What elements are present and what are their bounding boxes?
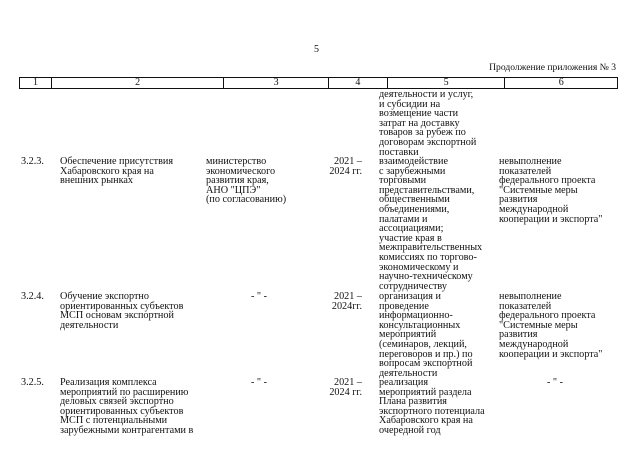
text-line: МСП с потенциальными [60, 415, 168, 427]
text-line: - " - [546, 377, 564, 388]
text-line: зарубежными контрагентами в [60, 424, 194, 436]
column-header-3: 3 [224, 78, 329, 88]
text-line: международной [499, 338, 569, 350]
text-line: с зарубежными [379, 165, 446, 177]
row-number: 3.2.5. [21, 377, 44, 388]
text-line: 2021 – [333, 156, 362, 167]
text-line: возмещение части [379, 108, 459, 120]
text-line: сотрудничеству [379, 280, 447, 292]
text-line: невыполнение [499, 156, 562, 167]
text-line: представительствами, [379, 184, 475, 196]
text-line: деятельности [379, 367, 438, 379]
text-line: - " - [250, 377, 268, 388]
text-line: мероприятий раздела [379, 386, 472, 398]
text-line: информационно- [379, 310, 453, 322]
measure-name [60, 157, 173, 186]
column-header-4: 4 [329, 78, 388, 88]
column-header-5: 5 [388, 78, 506, 88]
text-line: взаимодействие [379, 156, 448, 167]
text-line: объединениями, [379, 203, 450, 215]
measure-name [60, 378, 193, 436]
text-line: (семинаров, лекций, [379, 338, 467, 350]
text-line: договорам экспортной [379, 136, 477, 148]
text-line: поставки [379, 146, 419, 158]
column-header-2: 2 [52, 78, 224, 88]
period [316, 157, 362, 176]
text-line: экономического [206, 165, 276, 177]
text-line: невыполнение [499, 291, 562, 302]
text-line: развития [499, 329, 538, 341]
text-line: товаров за рубеж по [379, 127, 466, 139]
text-line: Реализация комплекса [60, 377, 157, 388]
carryover-result-text [379, 90, 476, 157]
continuation-label: Продолжение приложения № 3 [489, 62, 616, 73]
text-line: показателей [499, 165, 552, 177]
text-line: внешних рынках [60, 175, 133, 187]
page-number: 5 [314, 44, 319, 55]
executor [206, 292, 312, 302]
text-line: - " - [250, 291, 268, 302]
text-line: межправительственных [379, 242, 483, 254]
expected-result [379, 378, 485, 436]
column-header-6: 6 [558, 77, 564, 89]
executor [206, 378, 312, 388]
measure-name [60, 292, 183, 330]
period [316, 378, 362, 397]
text-line: международной [499, 203, 569, 215]
text-line: 2024гг. [331, 300, 362, 312]
text-line: показателей [499, 300, 552, 312]
text-line: Хабаровского края на [379, 415, 473, 427]
text-line: 2021 – [333, 377, 362, 388]
text-line: деятельности [60, 319, 119, 331]
text-line: деловых связей экспортно [60, 396, 174, 408]
text-line: деятельности и услуг, [379, 89, 474, 100]
text-line: кооперации и экспорта" [499, 348, 603, 360]
text-line: Обучение экспортно [60, 291, 149, 302]
text-line: кооперации и экспорта" [499, 213, 603, 225]
text-line: ориентированных субъектов [60, 405, 184, 417]
text-line: организация и [379, 291, 441, 302]
row-number: 3.2.4. [21, 291, 44, 302]
text-line: участие края в [379, 232, 442, 244]
text-line: и субсидии на [379, 98, 441, 110]
text-line: реализация [379, 377, 429, 388]
text-line: Хабаровского края на [60, 165, 154, 177]
text-line: палатами и [379, 213, 428, 225]
consequence [499, 378, 611, 388]
text-line: ориентированных субъектов [60, 300, 184, 312]
text-line: развития [499, 194, 538, 206]
text-line: экономическому и [379, 261, 459, 273]
text-line: "Системные меры [499, 319, 578, 331]
text-line: торговыми [379, 175, 427, 187]
expected-result [379, 292, 473, 378]
text-line: 2024 гг. [329, 386, 362, 398]
text-line: общественными [379, 194, 450, 206]
text-line: затрат на доставку [379, 117, 460, 129]
text-line: мероприятий по расширению [60, 386, 189, 398]
text-line: очередной год [379, 424, 441, 436]
column-header-1: 1 [20, 78, 52, 88]
text-line: мероприятий [379, 329, 437, 341]
text-line: комиссиях по торгово- [379, 251, 477, 263]
text-line: проведение [379, 300, 429, 312]
text-line: АНО "ЦПЭ" [206, 184, 261, 196]
text-line: 2024 гг. [329, 165, 362, 177]
text-line: (по согласованию) [206, 194, 287, 206]
text-line: Плана развития [379, 396, 447, 408]
executor [206, 157, 286, 205]
consequence [499, 157, 602, 224]
consequence [499, 292, 602, 359]
text-line: вопросам экспортной [379, 358, 473, 370]
text-line: министерство [206, 156, 267, 167]
text-line: переговоров и пр.) по [379, 348, 473, 360]
text-line: федерального проекта [499, 175, 596, 187]
text-line: 2021 – [333, 291, 362, 302]
table-header-row [19, 77, 618, 89]
text-line: "Системные меры [499, 184, 578, 196]
text-line: федерального проекта [499, 310, 596, 322]
text-line: ассоциациями; [379, 223, 444, 235]
row-number: 3.2.3. [21, 156, 44, 167]
text-line: научно-техническому [379, 271, 473, 283]
text-line: развития края, [206, 175, 269, 187]
period [316, 292, 362, 311]
text-line: консультационных [379, 319, 461, 331]
text-line: Обеспечение присутствия [60, 156, 174, 167]
text-line: экспортного потенциала [379, 405, 485, 417]
text-line: МСП основам экспортной [60, 310, 174, 322]
expected-result [379, 157, 482, 291]
